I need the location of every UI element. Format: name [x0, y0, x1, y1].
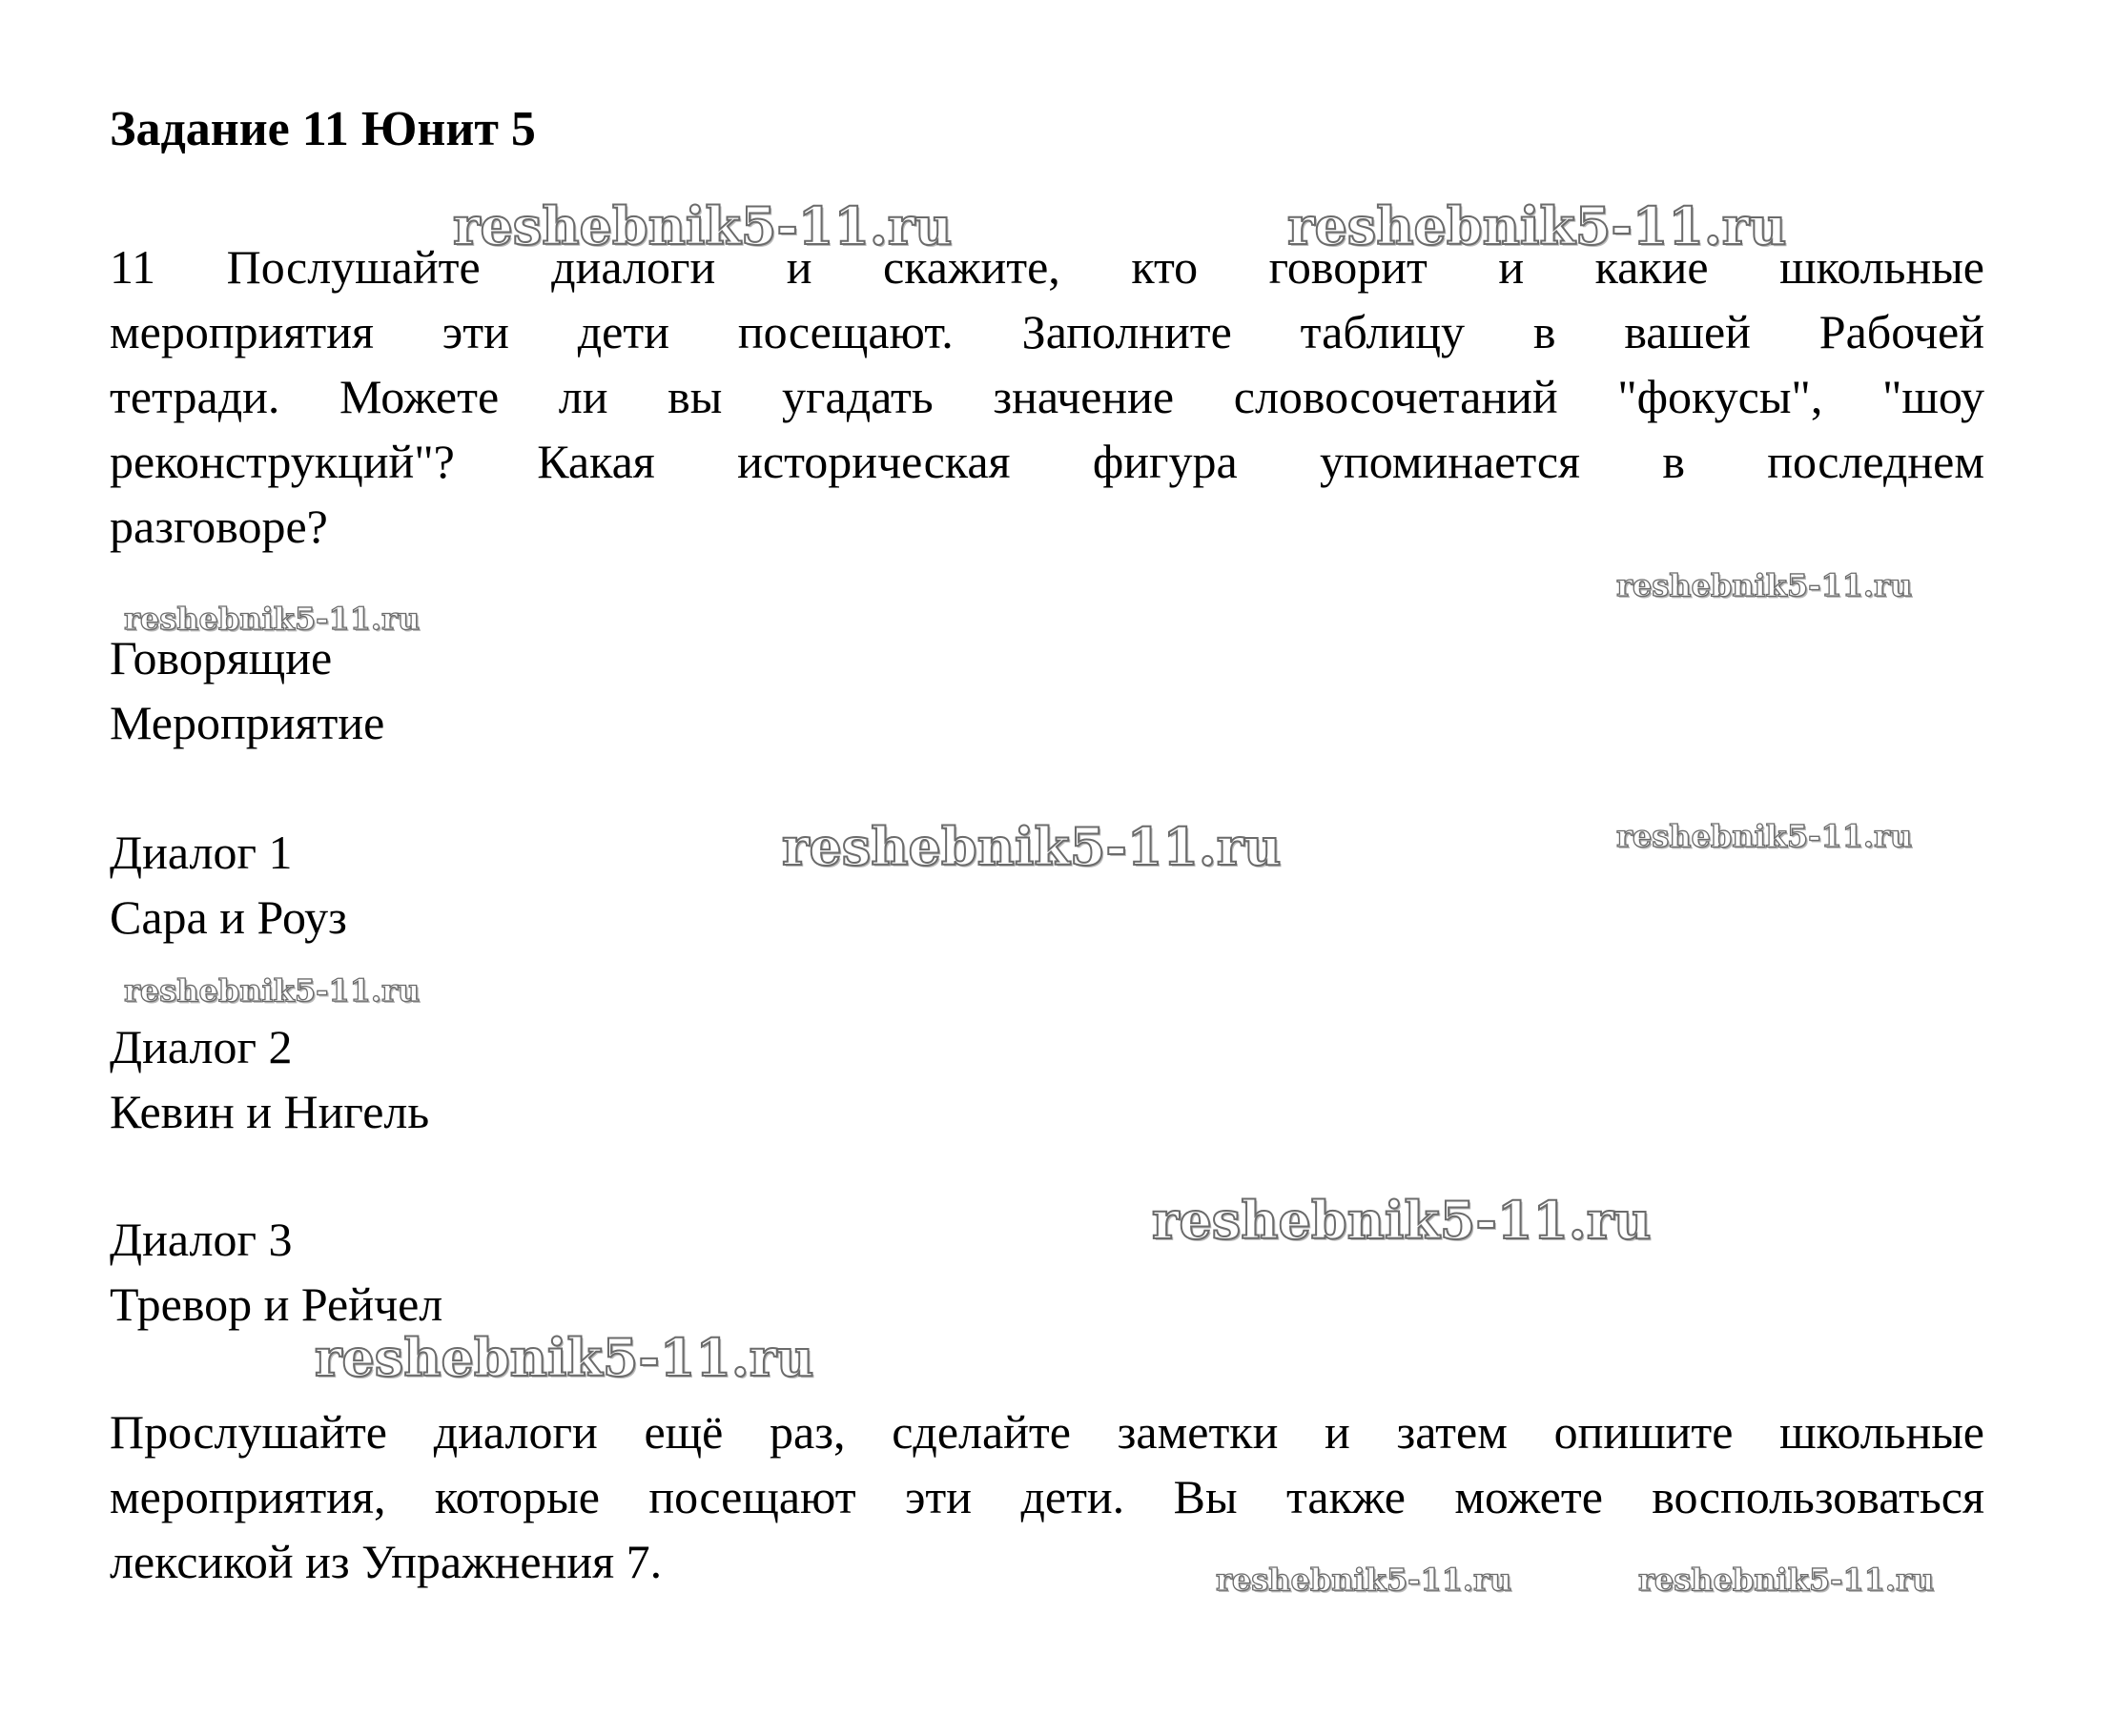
follow-up-line: Прослушайте диалоги ещё раз, сделайте заметки и затем опишите школьные — [110, 1405, 1984, 1459]
task-instructions-line: 11 Послушайте диалоги и скажите, кто говорит и какие школьные — [110, 240, 1984, 294]
watermark: reshebnik5-11.ru — [1287, 195, 1787, 256]
watermark: reshebnik5-11.ru — [124, 972, 421, 1009]
dialog-1-speakers: Сара и Роуз — [110, 890, 347, 944]
task-instructions-line: реконструкций"? Какая историческая фигура упоминается в последнем — [110, 435, 1984, 488]
watermark: reshebnik5-11.ru — [1152, 1190, 1652, 1251]
watermark: reshebnik5-11.ru — [124, 601, 421, 637]
watermark: reshebnik5-11.ru — [453, 195, 953, 256]
task-instructions-line: разговоре? — [110, 500, 328, 553]
watermark: reshebnik5-11.ru — [1616, 818, 1913, 854]
task-instructions — [110, 235, 1984, 559]
watermark: reshebnik5-11.ru — [315, 1327, 814, 1388]
dialog-3-speakers: Тревор и Рейчел — [110, 1277, 443, 1331]
task-instructions-line: тетради. Можете ли вы угадать значение словосочетаний "фокусы", "шоу — [110, 370, 1984, 423]
follow-up-line: лексикой из Упражнения 7. — [110, 1535, 663, 1588]
table-header-event: Мероприятие — [110, 696, 385, 749]
watermark: reshebnik5-11.ru — [1216, 1562, 1512, 1598]
dialog-2-label: Диалог 2 — [110, 1020, 293, 1073]
dialog-2-speakers: Кевин и Нигель — [110, 1085, 430, 1138]
page-title: Задание 11 Юнит 5 — [110, 102, 536, 156]
watermark: reshebnik5-11.ru — [1616, 567, 1913, 603]
dialog-1-label: Диалог 1 — [110, 826, 293, 879]
watermark: reshebnik5-11.ru — [782, 816, 1282, 877]
follow-up-line: мероприятия, которые посещают эти дети. Вы также можете воспользоваться — [110, 1470, 1984, 1523]
table-header-speakers: Говорящие — [110, 631, 333, 684]
task-instructions-line: мероприятия эти дети посещают. Заполните таблицу в вашей Рабочей — [110, 305, 1984, 358]
dialog-3-label: Диалог 3 — [110, 1213, 293, 1266]
watermark: reshebnik5-11.ru — [1638, 1562, 1935, 1598]
